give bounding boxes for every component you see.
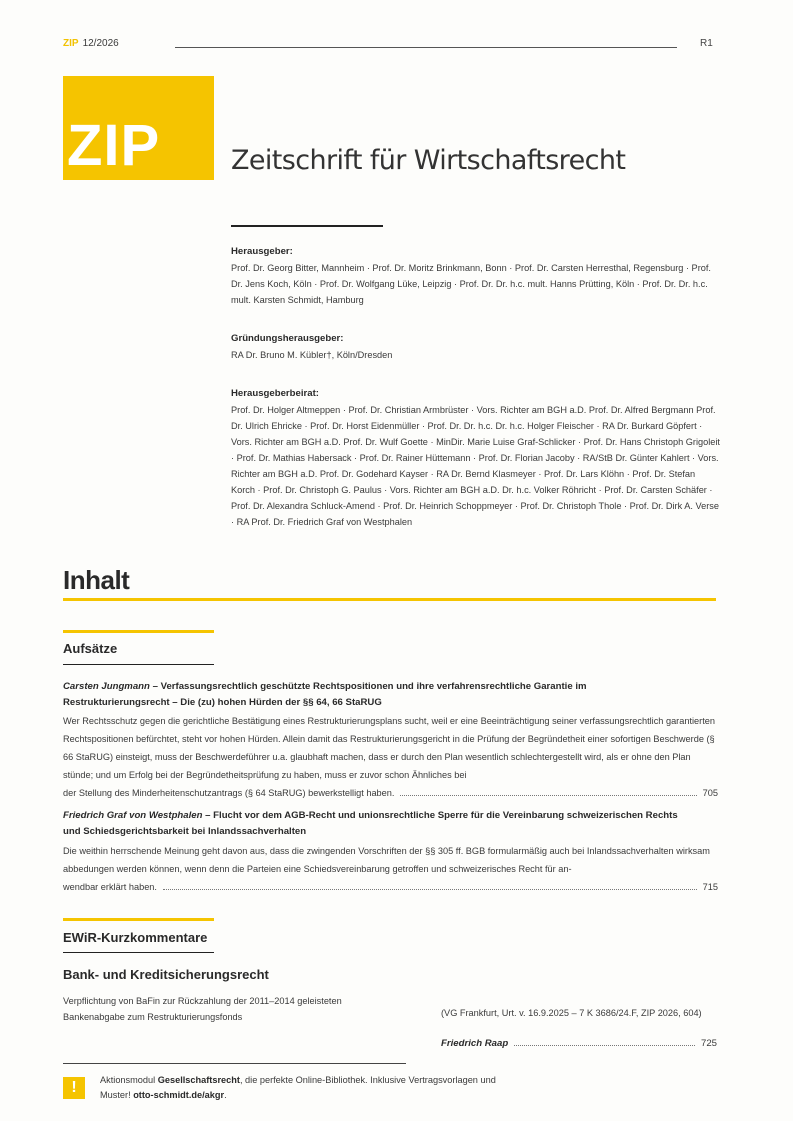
- founding-block: [231, 331, 721, 363]
- article-heading: – Verfassungsrechtlich geschützte Rechtspositionen und ihre verfahrensrechtliche Garantie im Restrukturierungsrecht – Die (zu) hohen Hürden der §§ 64, 66 StaRUG: [63, 681, 587, 708]
- abstract-end: wendbar erklärt haben.: [63, 882, 157, 892]
- abstract-text: Die weithin herrschende Meinung geht davon aus, dass die zwingenden Vorschriften der §§ 305 ff. BGB formularmäßig auch bei Inlandssachverhalten wirksam abbedungen werden können, wenn denn die Parteien eine Schiedsvereinbarung getroffen und schweizerisches Recht für an-: [63, 846, 710, 874]
- ewir-citation: (VG Frankfurt, Urt. v. 16.9.2025 – 7 K 3686/24.F, ZIP 2026, 604): [441, 1008, 702, 1018]
- page-number: R1: [700, 38, 713, 49]
- article-title[interactable]: [63, 808, 683, 840]
- article-heading: – Flucht vor dem AGB-Recht und unionsrechtliche Sperre für die Vereinbarung schweizerischen Rechts und Schiedsgerichtsbarkeit bei Inlandssachverhalten: [63, 810, 678, 837]
- issue-label: [63, 38, 119, 49]
- board-heading: Herausgeberbeirat:: [231, 388, 319, 399]
- leader-dots: [514, 1045, 695, 1046]
- promo-module: Gesellschaftsrecht: [157, 1075, 240, 1085]
- promo-pre: Aktionsmodul: [100, 1075, 158, 1085]
- section-aufsaetze: Aufsätze: [63, 641, 118, 656]
- ewir-author-line: [441, 1038, 717, 1049]
- leader-dots: [163, 889, 697, 890]
- article-title[interactable]: [63, 679, 683, 711]
- logo-text: ZIP: [67, 113, 161, 178]
- page-ref[interactable]: 705: [702, 788, 718, 798]
- article-author: Friedrich Graf von Westphalen: [63, 810, 203, 821]
- section-accent: [63, 918, 214, 921]
- issue-number: 12/2026: [82, 38, 119, 49]
- header-rule: [175, 47, 677, 48]
- ewir-author: Friedrich Raap: [441, 1038, 509, 1049]
- contents-rule: [63, 598, 716, 601]
- article-abstract: [63, 712, 718, 802]
- promo-rule: [63, 1063, 406, 1064]
- promo-text: [100, 1073, 520, 1103]
- leader-dots: [400, 795, 696, 796]
- editors-text: Prof. Dr. Georg Bitter, Mannheim · Prof. Dr. Moritz Brinkmann, Bonn · Prof. Dr. Carsten Herresthal, Regensburg · Prof. Dr. Jens Koch, Köln · Prof. Dr. Wolfgang Lüke, Leipzig · Prof. Dr. Dr. h.c. mult. Hanns Prütting, Köln · Prof. Dr. Dr. h.c. mult. Karsten Schmidt, Hamburg: [231, 263, 711, 305]
- ewir-entry-text[interactable]: Verpflichtung von BaFin zur Rückzahlung der 2011–2014 geleisteten Bankenabgabe zum Restrukturierungsfonds: [63, 996, 342, 1022]
- section-rule: [63, 952, 214, 953]
- alert-icon: !: [63, 1077, 85, 1099]
- subsection-title: Bank- und Kreditsicherungsrecht: [63, 967, 269, 982]
- board-block: [231, 386, 721, 530]
- abstract-end: der Stellung des Minderheitenschutzantrags (§ 64 StaRUG) bewerkstelligt haben.: [63, 788, 395, 798]
- section-accent: [63, 630, 214, 633]
- abstract-last-line: [63, 878, 718, 896]
- abstract-text: Wer Rechtsschutz gegen die gerichtliche Bestätigung eines Restrukturierungsplans sucht, weil er eine Beeinträchtigung seiner verfassungsrechtlich garantierten Rechtspositionen befürchtet, steht vor hohen Hürden. Allein damit das Restrukturierungsgericht in die Prüfung der Begründetheit einer sofortigen Beschwerde (§ 66 StaRUG) einsteigt, muss der Beschwerdeführer u.a. glaubhaft machen, dass er durch den Plan wesentlich schlechtergestellt wird, als er ohne den Plan stünde; und um Erfolg bei der Begründetheitsprüfung zu haben, muss er zuvor schon Ähnliches bei: [63, 716, 715, 780]
- abstract-last-line: [63, 784, 718, 802]
- promo-link[interactable]: otto-schmidt.de/akgr: [133, 1090, 225, 1100]
- article-author: Carsten Jungmann: [63, 681, 150, 692]
- section-ewir: EWiR-Kurzkommentare: [63, 930, 208, 945]
- editors-block: [231, 244, 721, 308]
- section-rule: [63, 664, 214, 665]
- article-abstract: [63, 842, 718, 896]
- founding-text: RA Dr. Bruno M. Kübler†, Köln/Dresden: [231, 350, 393, 360]
- promo-mid: , die perfekte Online-Bibliothek. Inklusive Vertragsvorlagen und Muster!: [100, 1075, 496, 1100]
- board-text: Prof. Dr. Holger Altmeppen · Prof. Dr. Christian Armbrüster · Vors. Richter am BGH a.D. Prof. Dr. Alfred Bergmann Prof. Dr. Ulrich Ehricke · Prof. Dr. Horst Eidenmüller · Prof. Dr. Dr. h.c. Dr. h.c. Holger Fleischer · RA Dr. Burkard Göpfert · Vors. Richter am BGH a.D. Prof. Dr. Wulf Goette · MinDir. Marie Luise Graf-Schlicker · Prof. Dr. Hans Christoph Grigoleit · Prof. Dr. Mathias Habersack · Prof. Dr. Rainer Hüttemann · Prof. Dr. Florian Jacoby · RA/StB Dr. Günter Kahlert · Vors. Richter am BGH a.D. Prof. Dr. Godehard Kayser · RA Dr. Bernd Klasmeyer · Prof. Dr. Lars Klöhn · Prof. Dr. Stefan Korch · Prof. Dr. Christoph G. Paulus · Vors. Richter am BGH a.D. Dr. h.c. Volker Röhricht · Prof. Dr. Carsten Schäfer · Prof. Dr. Alexandra Schluck-Amend · Prof. Dr. Heinrich Schoppmeyer · Prof. Dr. Christoph Thole · Prof. Dr. Dirk A. Verse · RA Prof. Dr. Friedrich Graf von Westphalen: [231, 405, 720, 527]
- contents-heading: Inhalt: [63, 565, 130, 595]
- page-ref[interactable]: 715: [702, 882, 718, 892]
- page-ref[interactable]: 725: [700, 1038, 717, 1049]
- journal-title: Zeitschrift für Wirtschaftsrecht: [231, 145, 626, 176]
- editors-heading: Herausgeber:: [231, 246, 293, 257]
- zip-mark: ZIP: [63, 38, 79, 49]
- founding-heading: Gründungsherausgeber:: [231, 333, 344, 344]
- promo-post: .: [224, 1090, 227, 1100]
- title-rule: [231, 225, 383, 227]
- zip-logo: [63, 76, 214, 180]
